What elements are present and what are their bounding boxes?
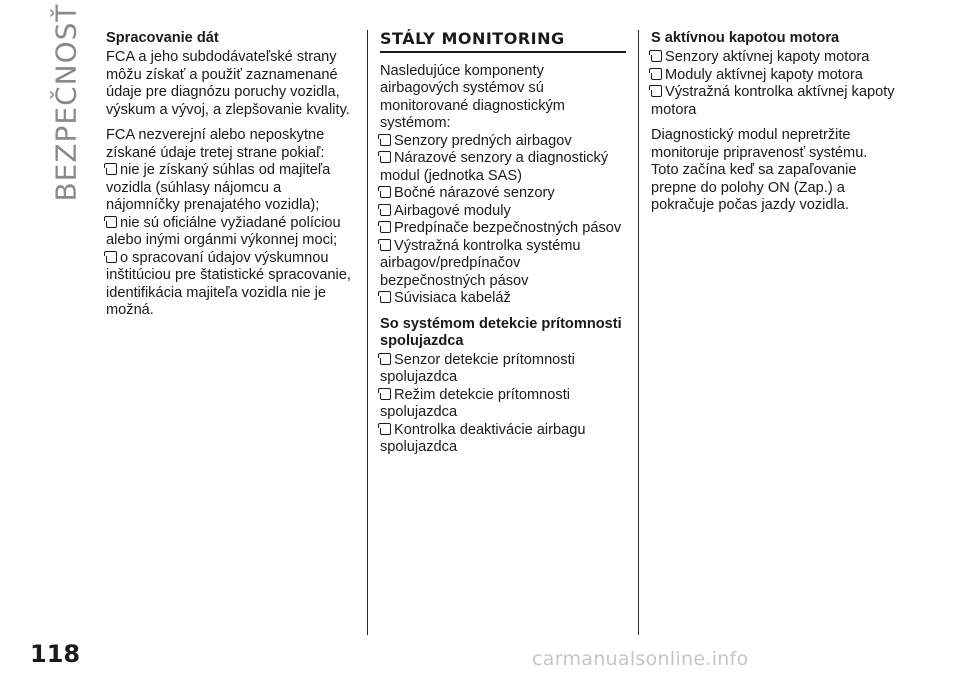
bullet-icon bbox=[651, 50, 662, 62]
column-divider-2 bbox=[638, 30, 639, 635]
bullet-icon bbox=[651, 85, 662, 97]
watermark-text: carmanualsonline.info bbox=[532, 648, 749, 670]
list-item: Výstražná kontrolka aktívnej kapoty motora bbox=[651, 84, 895, 118]
list-item: nie sú oficiálne vyžiadané políciou alebo inými orgánmi výkonnej moci; bbox=[106, 214, 341, 248]
list-item: Moduly aktívnej kapoty motora bbox=[651, 67, 896, 85]
bullet-icon bbox=[106, 216, 117, 228]
bullet-icon bbox=[380, 186, 391, 198]
list-item: Kontrolka deaktivácie airbagu spolujazdca bbox=[380, 421, 586, 455]
monitoring-intro: Nasledujúce komponenty airbagových systémov sú monitorované diagnostickým systémom: bbox=[380, 62, 565, 131]
column-divider-1 bbox=[367, 30, 368, 635]
list-item: o spracovaní údajov výskumnou inštitúciou pre štatistické spracovanie, identifikácia majiteľa vozidla nie je možná. bbox=[106, 249, 351, 318]
bullet-icon bbox=[380, 423, 391, 435]
active-hood-heading: S aktívnou kapotou motora bbox=[651, 30, 840, 46]
list-item: Nárazové senzory a diagnostický modul (jednotka SAS) bbox=[380, 150, 609, 184]
list-item: Súvisiaca kabeláž bbox=[380, 290, 626, 308]
passenger-detection-heading: So systémom detekcie prítomnosti spolujazdca bbox=[380, 315, 622, 349]
section-side-title bbox=[46, 2, 86, 202]
list-item: Senzory aktívnej kapoty motora bbox=[651, 49, 896, 67]
bullet-icon bbox=[380, 221, 391, 233]
bullet-icon bbox=[106, 251, 117, 263]
bullet-icon bbox=[380, 204, 391, 216]
data-processing-paragraph-2: FCA nezverejní alebo neposkytne získané údaje tretej strane pokiaľ: bbox=[106, 127, 325, 161]
section-side-title-text: BEZPEČNOSŤ bbox=[49, 2, 83, 202]
bullet-icon bbox=[380, 151, 391, 163]
page-number: 118 bbox=[30, 640, 81, 668]
bullet-icon bbox=[380, 134, 391, 146]
bullet-icon bbox=[651, 68, 662, 80]
list-item: nie je získaný súhlas od majiteľa vozidla (súhlasy nájomcu a nájomníčky prenajatého vozidla); bbox=[106, 162, 331, 213]
list-item: Airbagové moduly bbox=[380, 203, 626, 221]
column-1 bbox=[106, 30, 351, 320]
bullet-icon bbox=[380, 353, 391, 365]
data-processing-paragraph-1: FCA a jeho subdodávateľské strany môžu získať a použiť zaznamenané údaje pre diagnózu poruchy vozidla, výskum a vývoj, a zlepšovanie kvality. bbox=[106, 49, 350, 118]
bullet-icon bbox=[380, 388, 391, 400]
list-item: Výstražná kontrolka systému airbagov/predpínačov bezpečnostných pásov bbox=[380, 237, 581, 289]
diagnostic-paragraph: Diagnostický modul nepretržite monitoruje pripravenosť systému. Toto začína keď sa zapaľovanie prepne do polohy ON (Zap.) a pokračuje počas jazdy vozidla. bbox=[651, 127, 868, 213]
list-item: Senzor detekcie prítomnosti spolujazdca bbox=[380, 351, 575, 385]
section-title: STÁLY MONITORING bbox=[380, 30, 626, 53]
bullet-icon bbox=[380, 239, 391, 251]
list-item: Senzory predných airbagov bbox=[380, 133, 626, 151]
column-3 bbox=[651, 30, 896, 223]
bullet-icon bbox=[380, 291, 391, 303]
column-2 bbox=[380, 30, 626, 457]
list-item: Predpínače bezpečnostných pásov bbox=[380, 220, 626, 238]
bullet-icon bbox=[106, 163, 117, 175]
data-processing-heading: Spracovanie dát bbox=[106, 30, 219, 46]
list-item: Bočné nárazové senzory bbox=[380, 185, 626, 203]
list-item: Režim detekcie prítomnosti spolujazdca bbox=[380, 386, 571, 420]
